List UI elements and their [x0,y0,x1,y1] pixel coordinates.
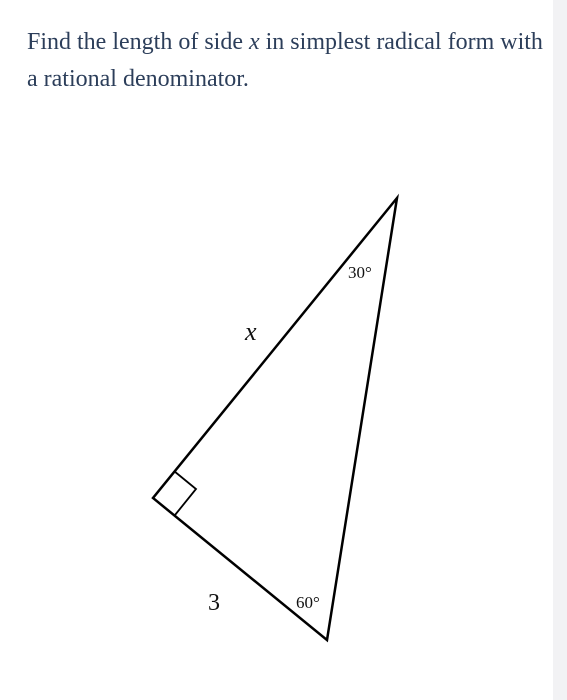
hypotenuse-label: x [245,317,257,346]
question-variable: x [248,29,260,55]
right-angle-marker [174,471,196,515]
top-angle-label: 30° [348,263,372,282]
bottom-angle-label: 60° [296,593,320,612]
question-text-before: Find the length of side [27,29,249,55]
question-text-after: in simplest radical form with a rational denominator. [27,29,543,92]
short-leg-label: 3 [208,590,220,616]
